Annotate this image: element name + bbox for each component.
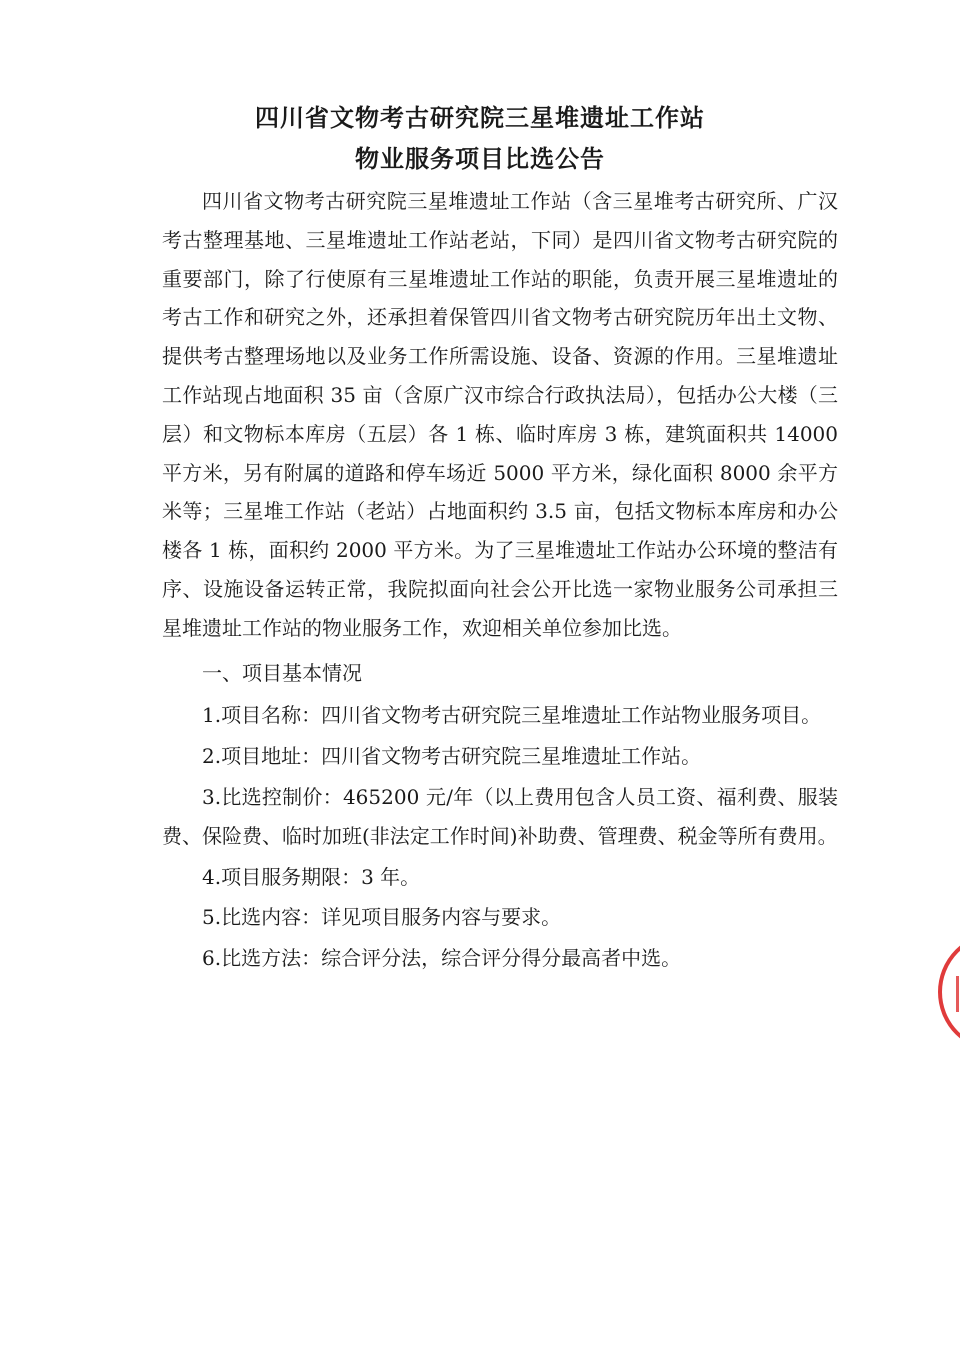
item-project-name: 1.项目名称：四川省文物考古研究院三星堆遗址工作站物业服务项目。 bbox=[202, 703, 822, 728]
document-body bbox=[162, 182, 838, 980]
official-seal-stamp bbox=[938, 932, 960, 1052]
item-selection-content: 5.比选内容：详见项目服务内容与要求。 bbox=[202, 905, 562, 930]
item-selection-method: 6.比选方法：综合评分法，综合评分得分最高者中选。 bbox=[202, 946, 682, 971]
item-project-address: 2.项目地址：四川省文物考古研究院三星堆遗址工作站。 bbox=[202, 744, 702, 769]
document-title-line2: 物业服务项目比选公告 bbox=[355, 145, 605, 173]
item-service-period: 4.项目服务期限：3 年。 bbox=[202, 864, 421, 889]
item-control-price: 3.比选控制价：465200 元/年（以上费用包含人员工资、福利费、服装费、保险费、临时加班(非法定工作时间)补助费、管理费、税金等所有费用。 bbox=[162, 784, 838, 848]
seal-mark bbox=[956, 976, 960, 1012]
intro-paragraph: 四川省文物考古研究院三星堆遗址工作站（含三星堆考古研究所、广汉考古整理基地、三星堆遗址工作站老站，下同）是四川省文物考古研究院的重要部门，除了行使原有三星堆遗址工作站的职能，负责开展三星堆遗址的考古工作和研究之外，还承担着保管四川省文物考古研究院历年出土文物、提供考古整理场地以及业务工作所需设施、设备、资源的作用。三星堆遗址工作站现占地面积 35 亩（含原广汉市综合行政执法局），包括办公大楼（三层）和文物标本库房（五层）各 1 栋、临时库房 3 栋，建筑面积共 14000 平方米，另有附属的道路和停车场近 5000 平方米，绿化面积 8000 余平方米等；三星堆工作站（老站）占地面积约 3.5 亩，包括文物标本库房和办公楼各 1 栋，面积约 2000 平方米。为了三星堆遗址工作站办公环境的整洁有序、设施设备运转正常，我院拟面向社会公开比选一家物业服务公司承担三星堆遗址工作站的物业服务工作，欢迎相关单位参加比选。 bbox=[162, 189, 838, 640]
section-heading-basic-info: 一、项目基本情况 bbox=[202, 660, 362, 685]
document-title-line1: 四川省文物考古研究院三星堆遗址工作站 bbox=[255, 104, 705, 132]
